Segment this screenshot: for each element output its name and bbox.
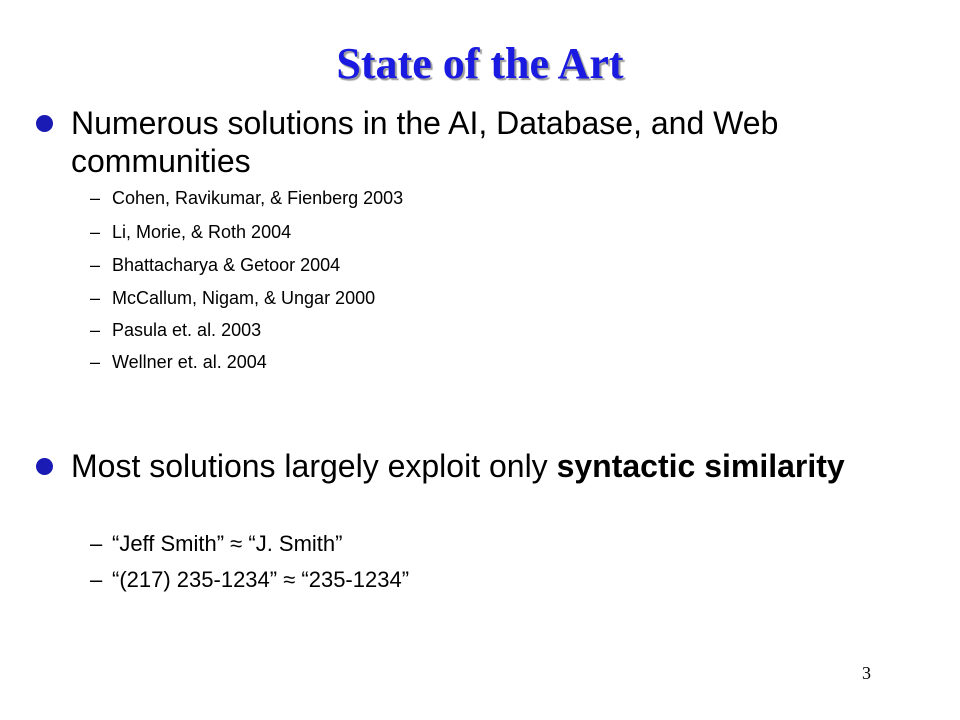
dash-icon: – xyxy=(90,531,103,556)
bullet-dot-icon xyxy=(36,115,53,132)
sub-item-text: Cohen, Ravikumar, & Fienberg 2003 xyxy=(112,188,404,208)
bullet-text xyxy=(71,447,926,485)
sub-item-text: Wellner et. al. 2004 xyxy=(112,352,267,372)
dash-icon: – xyxy=(90,567,103,592)
sub-item xyxy=(90,319,261,341)
sub-item-text: Bhattacharya & Getoor 2004 xyxy=(112,255,341,275)
dash-icon: – xyxy=(90,255,101,275)
sub-item xyxy=(90,567,409,593)
page-number: 3 xyxy=(862,663,871,683)
sub-item xyxy=(90,187,403,209)
bullet-text: Numerous solutions in the AI, Database, and Web communities xyxy=(71,105,779,179)
bullet-text-plain: Most solutions largely exploit only xyxy=(71,448,557,484)
sub-item xyxy=(90,287,375,309)
sub-item-text: McCallum, Nigam, & Ungar 2000 xyxy=(112,288,376,308)
bullet-text-bold: syntactic similarity xyxy=(556,448,845,484)
dash-icon: – xyxy=(90,352,101,372)
slide-title: State of the Art xyxy=(336,39,624,88)
dash-icon: – xyxy=(90,188,101,208)
sub-item-text: Li, Morie, & Roth 2004 xyxy=(112,222,292,242)
bullet-item xyxy=(36,104,926,180)
sub-item xyxy=(90,221,291,243)
bullet-dot-icon xyxy=(36,458,53,475)
dash-icon: – xyxy=(90,222,101,242)
sub-item xyxy=(90,531,342,557)
sub-item xyxy=(90,254,340,276)
bullet-item xyxy=(36,447,926,485)
dash-icon: – xyxy=(90,320,101,340)
sub-item-text: “Jeff Smith” ≈ “J. Smith” xyxy=(112,531,343,556)
sub-item-text: “(217) 235-1234” ≈ “235-1234” xyxy=(112,567,410,592)
dash-icon: – xyxy=(90,288,101,308)
sub-item-text: Pasula et. al. 2003 xyxy=(112,320,262,340)
sub-item xyxy=(90,351,267,373)
